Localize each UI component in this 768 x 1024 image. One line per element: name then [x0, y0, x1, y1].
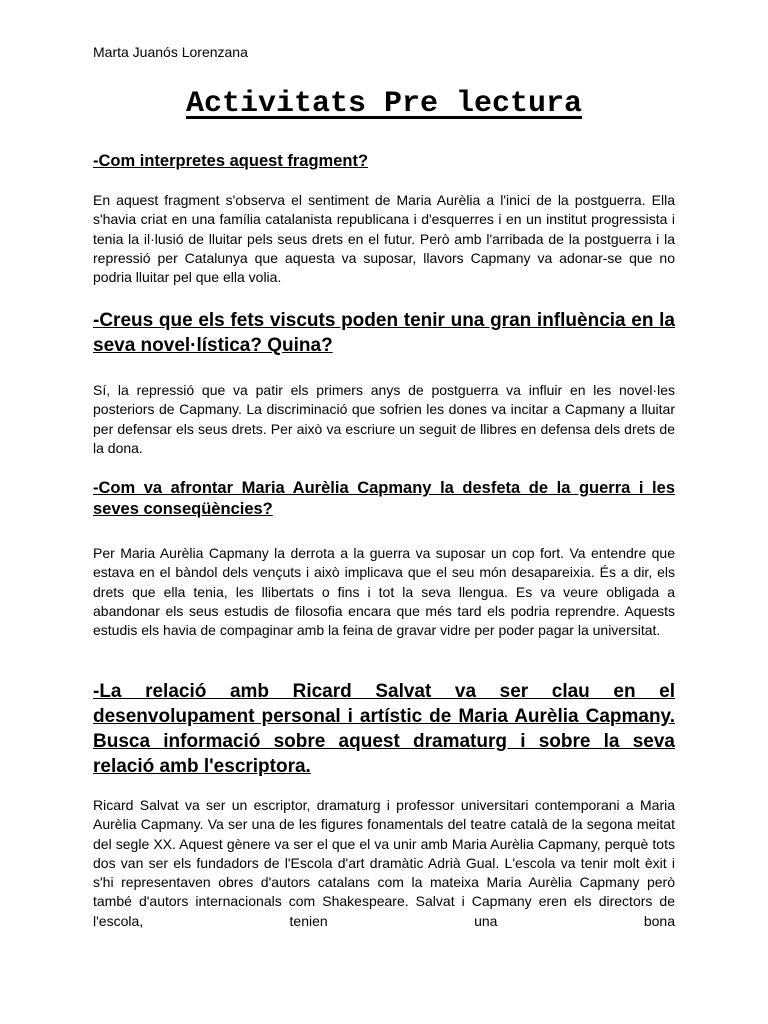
answer-1-block: [93, 191, 675, 287]
question-4: -La relació amb Ricard Salvat va ser clau en el desenvolupament personal i artístic de Maria Aurèlia Capmany. Busca informació sobre aquest dramaturg i sobre la seva relació amb l'escriptora.: [93, 681, 675, 777]
question-4-block: [93, 679, 675, 779]
answer-2-block: [93, 381, 675, 458]
answer-4: Ricard Salvat va ser un escriptor, dramaturg i professor universitari contemporani a Maria Aurèlia Capmany. Va ser una de les figures fonamentals del teatre català de la segona meitat del segle XX. Aquest gènere va ser el que el va unir amb Maria Aurèlia Capmany, perquè tots dos van ser els fundadors de l'Escola d'art dramàtic Adrià Gual. L'escola va tenir molt èxit i s'hi representaven obres d'autors catalans com la mateixa Maria Aurèlia Capmany però també d'autors internacionals com Shakespeare. Salvat i Capmany eren els directors de l'escola, tenien una bona: [93, 797, 675, 929]
answer-3-block: [93, 544, 675, 640]
question-2: -Creus que els fets viscuts poden tenir una gran influència en la seva novel·lística? Quina?: [93, 310, 675, 356]
answer-2: Sí, la repressió que va patir els primers anys de postguerra va influir en les novel·les posteriors de Capmany. La discriminació que sofrien les dones va incitar a Capmany a lluitar per defensar els seus drets. Per això va escriure un seguit de llibres en defensa dels drets de la dona.: [93, 382, 675, 456]
question-1: -Com interpretes aquest fragment?: [93, 152, 369, 170]
answer-3: Per Maria Aurèlia Capmany la derrota a la guerra va suposar un cop fort. Va entendre que estava en el bàndol dels vençuts i això implicava que el seu món desapareixia. És a dir, els drets que ella tenia, les llibertats o fins i tot la seva llengua. Es va veure obligada a abandonar els seus estudis de filosofia encara que més tard els podria reprendre. Aquests estudis els havia de compaginar amb la feina de gravar vidre per poder pagar la universitat.: [93, 545, 675, 639]
page-title: [0, 86, 768, 122]
question-3-block: [93, 478, 675, 520]
question-1-block: [93, 151, 675, 172]
answer-1: En aquest fragment s'observa el sentiment de Maria Aurèlia a l'inici de la postguerra. Ella s'havia criat en una família catalanista republicana i d'esquerres i en un institut progressista i tenia la il·lusió de lluitar pels seus drets en el futur. Però amb l'arribada de la postguerra i la repressió per Catalunya que aquesta va suposar, llavors Capmany va adonar-se que no podria lluitar pel que ella volia.: [93, 192, 675, 286]
author-name: Marta Juanós Lorenzana: [93, 44, 248, 60]
page-title-text: Activitats Pre lectura: [185, 87, 583, 121]
question-3: -Com va afrontar Maria Aurèlia Capmany la desfeta de la guerra i les seves conseqüències?: [93, 479, 675, 518]
question-2-block: [93, 308, 675, 358]
answer-4-block: [93, 796, 675, 931]
